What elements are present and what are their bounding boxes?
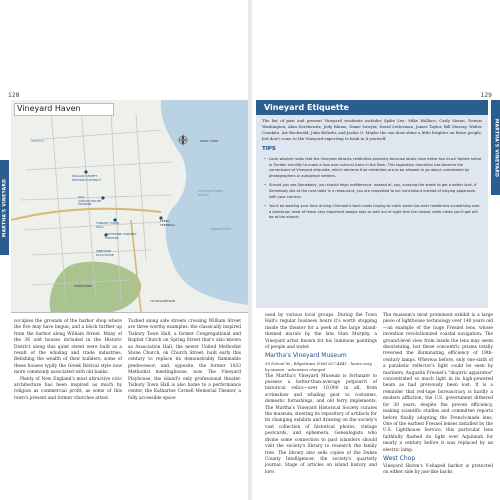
paragraph: The Martha's Vineyard Museum is fortunate to possess a better-than-average potpourri of historical relics—over 10,000 in all, from scrimshaw and whaling gear to costumes, domestic furnishings, and old ferry implements. The Martha's Vineyard Historical Society curates the museum, steering its repository of artifacts for its changing exhibits and drawing on the society's vast collection of historical photos, vintage postcards, and ephemera. Genealogists who divine some connection to past islanders should visit the society's library to research the family tree. The library also sells copies of the Dukes County Intelligencer, the society's quarterly journal. Stage of articles on island history and lore.: [265, 373, 377, 475]
tips-list: [264, 157, 482, 225]
paragraph: Plenty of New England's most attractive civic architecture has been inspired as much by religion as commercial profit, as some of this town's present and former churches attest.: [14, 376, 122, 401]
map-label-old-schoolhouse: OLD SCHOOLHOUSE MUSEUM: [78, 195, 102, 207]
map-graphic: [11, 100, 248, 313]
museum-heading: Martha's Vineyard Museum: [265, 352, 347, 360]
paragraph: The museum's most prominent exhibit is a large piece of lighthouse technology over 140 years old—an example of the huge Fresnel lens, whose invention revolutionized coastal navigation. The ground-level view from inside the lens may seem disorienting, but these concentric prisms totally reversed the illuminating efficiency of 19th-century lamps. Whereas before, only one-sixth of a parabolic reflector's light could be seen by mariners, Augustin Fresnel's "dioptric apparatus" concentrated so much light in its high-powered beam as had previously been lost. It is a reminder that red-tape bureaucracy is hardly a modern affliction; the U.S. government dithered for 30 years, despite the proven efficiency, making scientific studies and committee reports before finally adopting the French-made lens. One of the earliest Fresnel lenses installed by the U.S. Lighthouse Service, this particular lens faithfully flashed its light over Aquinnah for nearly a century before it was replaced by an electric lamp.: [383, 313, 493, 453]
map-title: Vineyard Haven: [17, 104, 81, 113]
side-tab-label: MARTHA'S VINEYARD: [493, 118, 498, 177]
left-column-2: [128, 319, 241, 402]
map-label-tisbury-town-hall: TISBURY TOWN HALL: [96, 221, 119, 229]
paragraph: occupies the grounds of the harbor shop where the five may have begun; and a block further up from the harbor along William Street. Many of the 36 odd houses included in the Historic District along this quiet street were built as a result of the whaling and trade industries. Relishing the wealth of their builders, some of these houses typify the Greek Revival style now more commonly associated with old banks.: [14, 319, 122, 376]
map-label-ferry: FERRY TERMINAL: [160, 219, 176, 227]
right-page: [252, 0, 500, 500]
map-label-to-edgartown: TO EDGARTOWN: [150, 299, 176, 303]
page-number-left: 128: [8, 92, 20, 99]
map-label-william-street: WILLIAM STREET HISTORIC DISTRICT: [72, 174, 102, 182]
tip-item: • Local wisdom holds that the Vineyard attracts celebrities precisely because locals have either too much Yankee sense or Puritan humility to make a fuss over cultural icons in the flesh. This legendary discretion has become the cornerstone of Vineyard etiquette, which declares that celebrities are to be allowed to go about unmolested by photographers or autograph seekers.: [264, 157, 482, 179]
side-tab-right: [491, 100, 500, 195]
map-label-tashmoo: Tashmoo: [30, 139, 45, 143]
side-tab-left: [0, 160, 9, 255]
tip-item: • You'd be wasting your time driving Chilmark's back roads hoping to catch some low-rider headliners sunbathing over a barbecue; most of these very important people stay so well out of sight that the closest celeb views you'll get will be at the airport.: [264, 204, 482, 221]
tips-heading: TIPS: [262, 146, 276, 152]
paragraph: Tucked along side streets crossing William Street are three worthy examples: the classically inspired Tisbury Town Hall, a former Congregational and Baptist Church on Spring Street that's also known as Association Hall, the newer United Methodist Stone Church, on Church Street, built early this century to replace its demonstrably flammable predecessor; and, opposite, the former 1833 Methodist meetinghouse, now The Vineyard Playhouse, the island's only professional theater. Tisbury Town Hall is also home to a performance center, the Katharine Cornell Memorial Theater, a fully accessible space: [128, 319, 241, 401]
map-label-playhouse: VINEYARD PLAYHOUSE: [96, 249, 114, 257]
right-column-1: [265, 313, 377, 476]
west-chop-heading: West Chop: [383, 454, 416, 462]
etiquette-title: Vineyard Etiquette: [256, 100, 488, 115]
vineyard-haven-map: [11, 100, 248, 313]
etiquette-intro: The list of past and present Vineyard residents includes Spike Lee, Mike Wallace, Carly Simon, Dennis Washington, Alan Dershowitz, Judy Blume, Diane Sawyer, David Letterman, James Taylor, Bill Murray, Walter Cronkite, Art Buchwald, John Belushi, and Jackie O. Maybe the sun does shine a little brighter on these people, but don't come to the Vineyard expecting to bask in it yourself.: [262, 118, 482, 141]
left-column-1: [14, 319, 122, 402]
side-tab-label: MARTHA'S VINEYARD: [2, 178, 7, 237]
page-number-right: 129: [480, 92, 492, 99]
left-page: [0, 0, 248, 500]
museum-listing: 59 School St., Edgartown (508) 627-4441 · hours vary by season · admission charged: [265, 361, 372, 373]
tip-item: • Should you see Somebody, you should feign indifference. Instead of, say, crossing the street to get a better look, if Somebody sits at the next table in a restaurant, you are requested to act nonchalant instead of playing paparazzo with your camera.: [264, 183, 482, 200]
map-label-harbor: Vineyard Haven Harbor: [198, 189, 224, 197]
right-column-2: [383, 313, 493, 477]
map-label-katharine-cornell: KATHARINE CORNELL THEATER: [105, 232, 137, 240]
map-label-west-chop: WEST CHOP: [200, 139, 219, 143]
paragraph: Vineyard Haven's V-shaped harbor is protected on either side by jaw-like backs: [383, 463, 493, 476]
map-label-lagoon: Lagoon Pond: [210, 227, 231, 231]
paragraph: used by various local groups. During the Town Hall's regular business hours it's worth stopping inside the theater for a peek at the large island-themed murals by the late Stan Murphy, a Vineyard artist known for his luminous paintings of people and water.: [265, 313, 377, 351]
map-label-owen-park: OWEN PARK: [74, 284, 93, 288]
